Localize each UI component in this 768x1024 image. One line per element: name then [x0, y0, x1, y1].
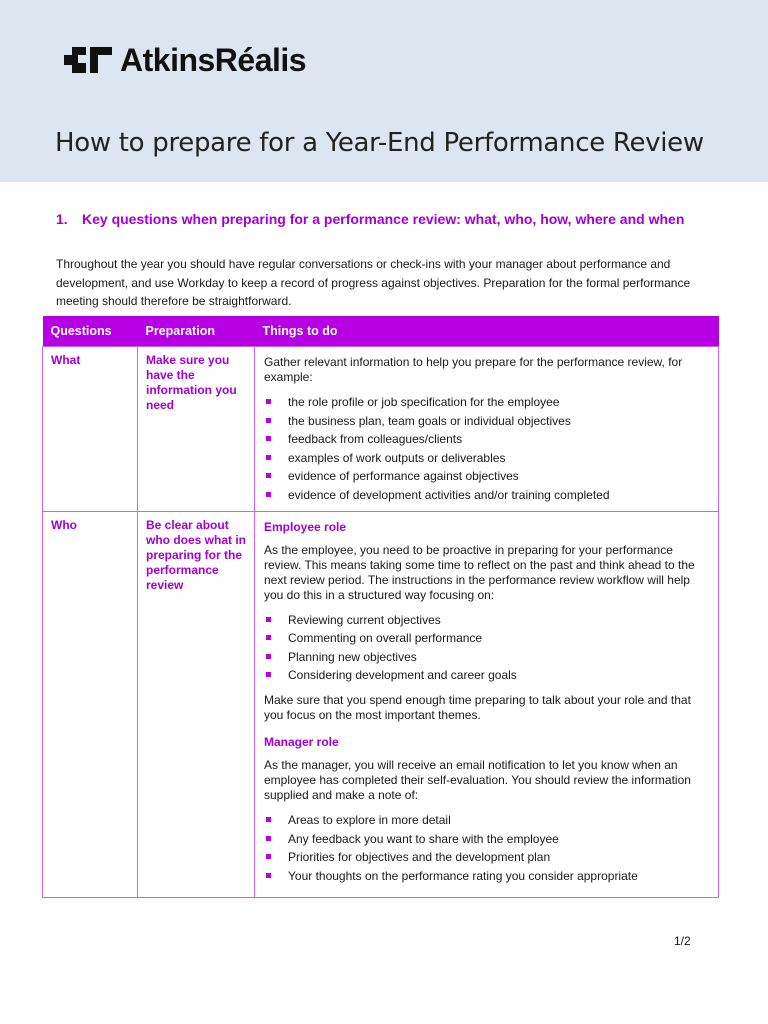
page-number: 1/2	[674, 934, 691, 948]
employee-role-text: As the employee, you need to be proactive in preparing for your performance review. This means taking some time to reflect on the past and think ahead to the next review period. The instructions in the performance review workflow will help you do this in a structured way focusing on:	[264, 542, 695, 602]
list-item: Planning new objectives	[264, 648, 708, 667]
list-item: examples of work outputs or deliverables	[264, 449, 708, 468]
bullet-list	[264, 611, 708, 685]
intro-paragraph: Throughout the year you should have regular conversations or check-ins with your manager about performance and development, and use Workday to keep a record of progress against objectives. Preparation for the formal performance meeting should therefore be straightforward.	[56, 257, 691, 308]
document-title: How to prepare for a Year-End Performance Review	[55, 128, 704, 158]
section-heading	[56, 210, 716, 229]
table-row-who	[43, 511, 719, 898]
manager-role-text: As the manager, you will receive an email notification to let you know when an employee has completed their self-evaluation. You should review the information supplied and make a note of:	[264, 757, 691, 802]
employee-role-title: Employee role	[264, 519, 347, 534]
bullet-list	[264, 811, 708, 885]
list-item: Your thoughts on the performance rating you consider appropriate	[264, 867, 708, 886]
header-questions: Questions	[43, 316, 138, 347]
list-item: Areas to explore in more detail	[264, 811, 708, 830]
manager-role-title: Manager role	[264, 734, 339, 749]
list-item: evidence of performance against objectives	[264, 467, 708, 486]
things-to-do-cell	[255, 347, 719, 512]
list-item: Considering development and career goals	[264, 666, 708, 685]
list-item: Priorities for objectives and the development plan	[264, 848, 708, 867]
list-item: the role profile or job specification for the employee	[264, 393, 708, 412]
list-item: Reviewing current objectives	[264, 611, 708, 630]
list-item: Commenting on overall performance	[264, 629, 708, 648]
list-item: the business plan, team goals or individual objectives	[264, 412, 708, 431]
bullet-list	[264, 393, 708, 505]
list-item: evidence of development activities and/or training completed	[264, 486, 708, 505]
preparation-cell: Be clear about who does what in preparing for the performance review	[138, 511, 255, 898]
things-to-do-cell	[255, 511, 719, 898]
atkinsrealis-logo-icon	[62, 41, 114, 79]
table-header-row	[43, 316, 719, 347]
question-cell: What	[43, 347, 138, 512]
cell-intro-text: Gather relevant information to help you prepare for the performance review, for example:	[264, 355, 683, 384]
employee-role-closing: Make sure that you spend enough time preparing to talk about your role and that you focus on the most important themes.	[264, 692, 691, 722]
question-cell: Who	[43, 511, 138, 898]
review-table	[42, 316, 719, 898]
header-things-to-do: Things to do	[255, 316, 719, 347]
company-logo	[62, 40, 306, 80]
list-item: feedback from colleagues/clients	[264, 430, 708, 449]
logo-text: AtkinsRéalis	[120, 41, 307, 78]
list-item: Any feedback you want to share with the employee	[264, 830, 708, 849]
table-row-what	[43, 347, 719, 512]
preparation-cell: Make sure you have the information you need	[138, 347, 255, 512]
section-heading-text: Key questions when preparing for a performance review: what, who, how, where and when	[82, 211, 685, 227]
header-preparation: Preparation	[138, 316, 255, 347]
section-number: 1.	[56, 211, 68, 227]
